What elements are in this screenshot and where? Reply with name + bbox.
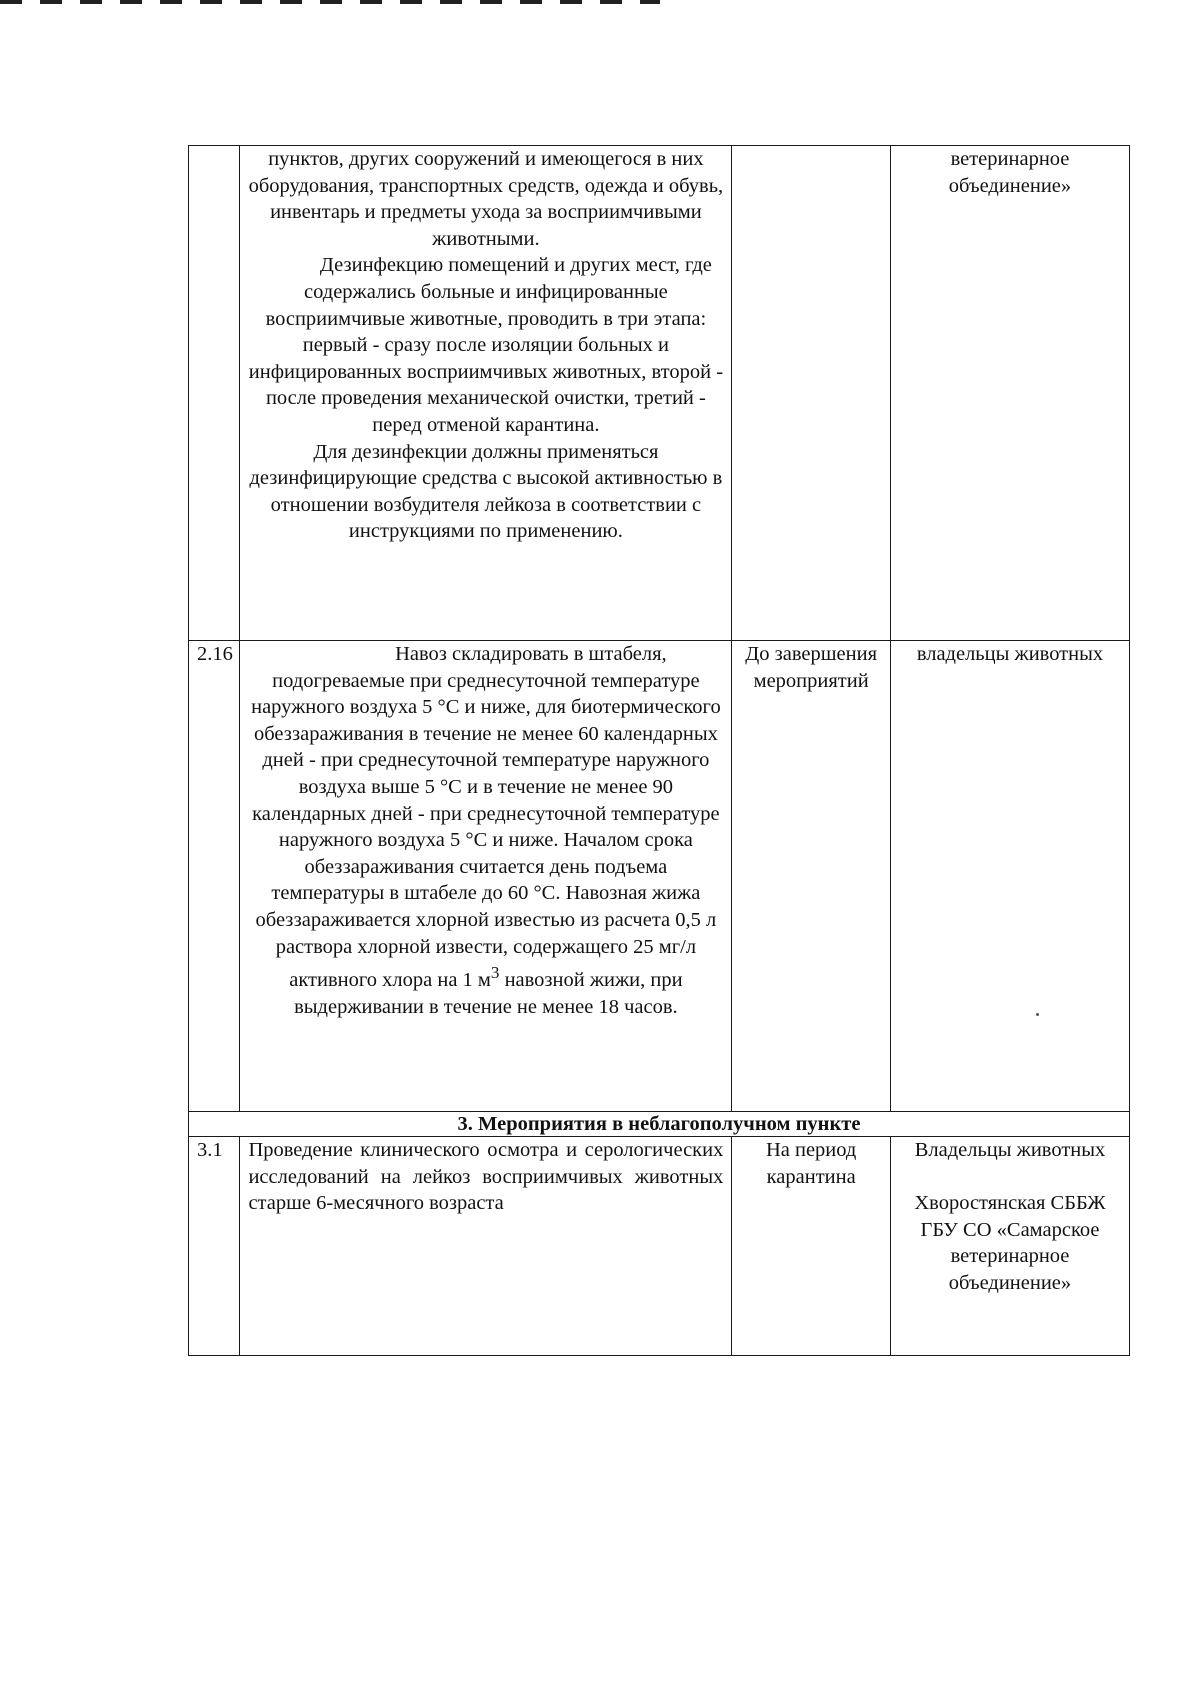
- superscript-cubic: 3: [490, 963, 500, 983]
- measure-paragraph: пунктов, других сооружений и имеющегося в них оборудования, транспортных средств, одежда и обувь, инвентарь и предметы ухода за восприимчивыми животными.: [248, 148, 724, 250]
- measure-text-part: навозной жижи, при выдерживании в течение не менее 18 часов.: [294, 968, 683, 1018]
- scan-artifact-dot: [1036, 1013, 1039, 1016]
- table-row: [189, 641, 1130, 1112]
- measure-text-cell: [240, 641, 732, 1112]
- measure-paragraph: Для дезинфекции должны применяться дезинфицирующие средства с высокой активностью в отношении возбудителя лейкоза в соответствии с инструкциями по применению.: [249, 440, 723, 543]
- row-number-cell: 3.1: [189, 1137, 240, 1356]
- term-cell: На период карантина: [732, 1137, 891, 1356]
- scan-edge-dashes: [0, 0, 660, 4]
- responsible-cell: [890, 1137, 1129, 1356]
- table-row: [189, 146, 1130, 641]
- responsible-line: Хворостянская СББЖ ГБУ СО «Самарское ветеринарное объединение»: [914, 1192, 1106, 1294]
- measure-text-part: Навоз складировать в штабеля, подогреваемые при среднесуточной температуре наружного воздуха 5 °С и ниже, для биотермического обеззараживания в течение не менее 60 календарных дней - при среднесуточной температуре наружного воздуха выше 5 °С и в течение не менее 90 календарных дней - при среднесуточной температуре наружного воздуха 5 °С и ниже. Началом срока обеззараживания считается день подъема температуры в штабеле до 60 °С. Навозная жижа обеззараживается хлорной известью из расчета 0,5 л раствора хлорной извести, содержащего 25 мг/л активного хлора на 1 м: [251, 643, 721, 991]
- term-cell: [732, 146, 891, 641]
- measure-paragraph: [248, 641, 723, 1020]
- row-number-cell: 2.16: [189, 641, 240, 1112]
- measure-text-cell: Проведение клинического осмотра и серологических исследований на лейкоз восприимчивых животных старше 6-месячного возраста: [240, 1137, 732, 1356]
- table-row: [189, 1137, 1130, 1356]
- line-spacer: [899, 1164, 1121, 1191]
- measure-paragraph: Дезинфекцию помещений и других мест, где содержались больные и инфицированные восприимчивые животные, проводить в три этапа: первый - сразу после изоляции больных и инфицированных восприимчивых животных, второй - после проведения механической очистки, третий - перед отменой карантина.: [248, 254, 724, 436]
- section-header-row: [189, 1112, 1130, 1137]
- row-number-cell: [189, 146, 240, 641]
- measure-text-cell: [240, 146, 732, 641]
- measures-table: [188, 145, 1130, 1356]
- term-cell: До завершения мероприятий: [732, 641, 891, 1112]
- section-title: 3. Мероприятия в неблагополучном пункте: [189, 1112, 1130, 1137]
- responsible-cell: владельцы животных: [890, 641, 1129, 1112]
- responsible-line: Владельцы животных: [914, 1139, 1106, 1161]
- responsible-cell: ветеринарное объединение»: [890, 146, 1129, 641]
